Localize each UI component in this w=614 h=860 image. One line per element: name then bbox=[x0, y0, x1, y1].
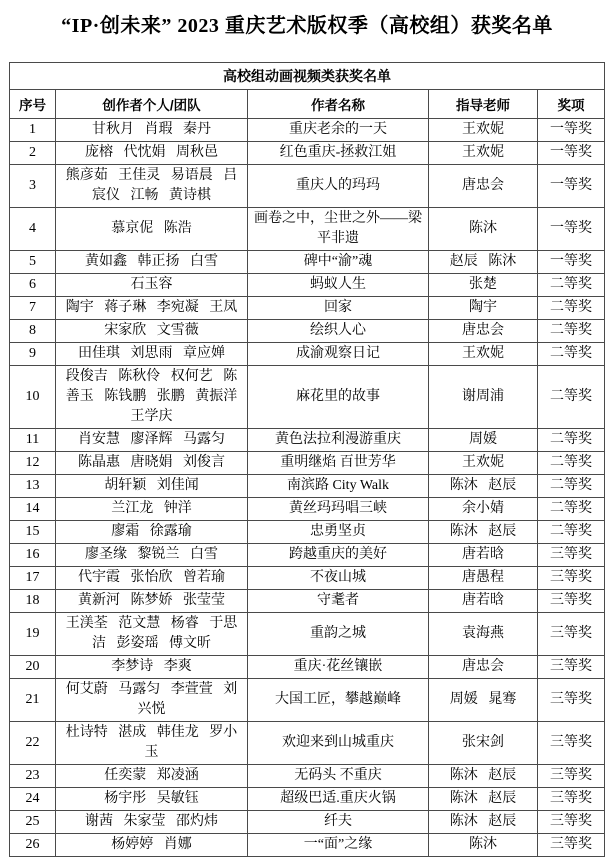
teacher-cell: 唐愚程 bbox=[428, 567, 537, 590]
work-title-cell: 纤夫 bbox=[247, 811, 428, 834]
row-number-cell: 10 bbox=[9, 366, 55, 429]
col-header-work: 作者名称 bbox=[247, 90, 428, 119]
awards-table bbox=[9, 62, 605, 857]
work-title-cell: 重明继焰 百世芳华 bbox=[247, 452, 428, 475]
award-cell: 二等奖 bbox=[537, 366, 604, 429]
teacher-cell: 唐忠会 bbox=[428, 320, 537, 343]
teacher-cell: 陈沐 bbox=[428, 834, 537, 857]
teacher-cell: 陈沐 赵辰 bbox=[428, 475, 537, 498]
award-cell: 三等奖 bbox=[537, 679, 604, 722]
work-title-cell: 黄丝玛玛唱三峡 bbox=[247, 498, 428, 521]
row-number-cell: 12 bbox=[9, 452, 55, 475]
row-number-cell: 17 bbox=[9, 567, 55, 590]
work-title-cell: 超级巴适.重庆火锅 bbox=[247, 788, 428, 811]
table-row bbox=[9, 498, 604, 521]
creators-cell: 杨婷婷 肖娜 bbox=[55, 834, 247, 857]
award-cell: 三等奖 bbox=[537, 613, 604, 656]
award-cell: 二等奖 bbox=[537, 498, 604, 521]
work-title-cell: 重庆人的玛玛 bbox=[247, 165, 428, 208]
creators-cell: 段俊吉 陈秋伶 权何艺 陈善玉 陈钱鹏 张鹏 黄振洋 王学庆 bbox=[55, 366, 247, 429]
table-row bbox=[9, 590, 604, 613]
award-cell: 三等奖 bbox=[537, 544, 604, 567]
table-row bbox=[9, 765, 604, 788]
row-number-cell: 13 bbox=[9, 475, 55, 498]
award-cell: 一等奖 bbox=[537, 119, 604, 142]
creators-cell: 陈晶惠 唐晓娟 刘俊言 bbox=[55, 452, 247, 475]
award-cell: 三等奖 bbox=[537, 590, 604, 613]
teacher-cell: 周媛 晁骞 bbox=[428, 679, 537, 722]
creators-cell: 庞榕 代忱娟 周秋邑 bbox=[55, 142, 247, 165]
work-title-cell: 大国工匠，攀越巅峰 bbox=[247, 679, 428, 722]
work-title-cell: 碑中“渝”魂 bbox=[247, 251, 428, 274]
table-row bbox=[9, 343, 604, 366]
teacher-cell: 王欢妮 bbox=[428, 343, 537, 366]
teacher-cell: 陈沐 赵辰 bbox=[428, 811, 537, 834]
table-row bbox=[9, 142, 604, 165]
column-header-row bbox=[9, 90, 604, 119]
teacher-cell: 陈沐 赵辰 bbox=[428, 765, 537, 788]
row-number-cell: 20 bbox=[9, 656, 55, 679]
work-title-cell: 成渝观察日记 bbox=[247, 343, 428, 366]
table-row bbox=[9, 656, 604, 679]
award-cell: 二等奖 bbox=[537, 429, 604, 452]
teacher-cell: 赵辰 陈沐 bbox=[428, 251, 537, 274]
table-row bbox=[9, 165, 604, 208]
work-title-cell: 麻花里的故事 bbox=[247, 366, 428, 429]
row-number-cell: 24 bbox=[9, 788, 55, 811]
award-cell: 二等奖 bbox=[537, 452, 604, 475]
row-number-cell: 2 bbox=[9, 142, 55, 165]
awards-table-body bbox=[9, 119, 604, 857]
col-header-no: 序号 bbox=[9, 90, 55, 119]
creators-cell: 甘秋月 肖瑕 秦丹 bbox=[55, 119, 247, 142]
award-cell: 二等奖 bbox=[537, 320, 604, 343]
creators-cell: 杜诗特 湛成 韩佳龙 罗小玉 bbox=[55, 722, 247, 765]
award-cell: 三等奖 bbox=[537, 765, 604, 788]
work-title-cell: 跨越重庆的美好 bbox=[247, 544, 428, 567]
work-title-cell: 不夜山城 bbox=[247, 567, 428, 590]
page-title: “IP·创未来” 2023 重庆艺术版权季（高校组）获奖名单 bbox=[61, 15, 553, 37]
row-number-cell: 9 bbox=[9, 343, 55, 366]
award-cell: 三等奖 bbox=[537, 834, 604, 857]
work-title-cell: 守耄者 bbox=[247, 590, 428, 613]
col-header-award: 奖项 bbox=[537, 90, 604, 119]
teacher-cell: 唐若晗 bbox=[428, 590, 537, 613]
table-caption: 高校组动画视频类获奖名单 bbox=[9, 63, 604, 90]
table-row bbox=[9, 613, 604, 656]
row-number-cell: 3 bbox=[9, 165, 55, 208]
creators-cell: 陶宇 蒋子琳 李宛凝 王凤 bbox=[55, 297, 247, 320]
table-row bbox=[9, 521, 604, 544]
creators-cell: 黄新河 陈梦娇 张莹莹 bbox=[55, 590, 247, 613]
row-number-cell: 26 bbox=[9, 834, 55, 857]
row-number-cell: 4 bbox=[9, 208, 55, 251]
award-cell: 一等奖 bbox=[537, 208, 604, 251]
teacher-cell: 王欢妮 bbox=[428, 142, 537, 165]
row-number-cell: 22 bbox=[9, 722, 55, 765]
row-number-cell: 18 bbox=[9, 590, 55, 613]
table-row bbox=[9, 679, 604, 722]
table-row bbox=[9, 811, 604, 834]
table-row bbox=[9, 567, 604, 590]
creators-cell: 何艾蔚 马露匀 李萱萱 刘兴悦 bbox=[55, 679, 247, 722]
award-cell: 二等奖 bbox=[537, 521, 604, 544]
col-header-creators: 创作者个人/团队 bbox=[55, 90, 247, 119]
table-caption-row bbox=[9, 63, 604, 90]
row-number-cell: 14 bbox=[9, 498, 55, 521]
work-title-cell: 回家 bbox=[247, 297, 428, 320]
table-row bbox=[9, 788, 604, 811]
table-row bbox=[9, 320, 604, 343]
teacher-cell: 张楚 bbox=[428, 274, 537, 297]
creators-cell: 廖霜 徐露瑜 bbox=[55, 521, 247, 544]
award-cell: 三等奖 bbox=[537, 656, 604, 679]
award-cell: 三等奖 bbox=[537, 788, 604, 811]
teacher-cell: 周媛 bbox=[428, 429, 537, 452]
work-title-cell: 无码头 不重庆 bbox=[247, 765, 428, 788]
award-cell: 三等奖 bbox=[537, 811, 604, 834]
award-cell: 二等奖 bbox=[537, 475, 604, 498]
row-number-cell: 1 bbox=[9, 119, 55, 142]
table-row bbox=[9, 119, 604, 142]
creators-cell: 杨宇彤 吴敏钰 bbox=[55, 788, 247, 811]
work-title-cell: 绘织人心 bbox=[247, 320, 428, 343]
award-cell: 二等奖 bbox=[537, 297, 604, 320]
work-title-cell: 黄色法拉利漫游重庆 bbox=[247, 429, 428, 452]
work-title-cell: 蚂蚁人生 bbox=[247, 274, 428, 297]
creators-cell: 宋家欣 文雪薇 bbox=[55, 320, 247, 343]
table-row bbox=[9, 544, 604, 567]
creators-cell: 王渼荃 范文慧 杨睿 于思洁 彭姿瑶 傅文昕 bbox=[55, 613, 247, 656]
table-row bbox=[9, 208, 604, 251]
row-number-cell: 23 bbox=[9, 765, 55, 788]
teacher-cell: 陈沐 赵辰 bbox=[428, 788, 537, 811]
creators-cell: 田佳琪 刘思雨 章应婵 bbox=[55, 343, 247, 366]
teacher-cell: 张宋剑 bbox=[428, 722, 537, 765]
teacher-cell: 唐若晗 bbox=[428, 544, 537, 567]
award-cell: 二等奖 bbox=[537, 343, 604, 366]
award-cell: 二等奖 bbox=[537, 274, 604, 297]
work-title-cell: 一“面”之缘 bbox=[247, 834, 428, 857]
table-row bbox=[9, 722, 604, 765]
creators-cell: 石玉容 bbox=[55, 274, 247, 297]
teacher-cell: 王欢妮 bbox=[428, 452, 537, 475]
table-row bbox=[9, 274, 604, 297]
creators-cell: 谢茜 朱家莹 邵灼炜 bbox=[55, 811, 247, 834]
creators-cell: 代宇霞 张怡欣 曾若瑜 bbox=[55, 567, 247, 590]
award-cell: 一等奖 bbox=[537, 165, 604, 208]
row-number-cell: 7 bbox=[9, 297, 55, 320]
row-number-cell: 8 bbox=[9, 320, 55, 343]
award-cell: 三等奖 bbox=[537, 567, 604, 590]
col-header-teacher: 指导老师 bbox=[428, 90, 537, 119]
row-number-cell: 15 bbox=[9, 521, 55, 544]
work-title-cell: 重韵之城 bbox=[247, 613, 428, 656]
award-cell: 三等奖 bbox=[537, 722, 604, 765]
table-row bbox=[9, 297, 604, 320]
table-row bbox=[9, 251, 604, 274]
creators-cell: 廖圣缘 黎锐兰 白雪 bbox=[55, 544, 247, 567]
creators-cell: 兰江龙 钟洋 bbox=[55, 498, 247, 521]
row-number-cell: 6 bbox=[9, 274, 55, 297]
table-row bbox=[9, 834, 604, 857]
teacher-cell: 唐忠会 bbox=[428, 656, 537, 679]
creators-cell: 慕京伲 陈浩 bbox=[55, 208, 247, 251]
table-row bbox=[9, 429, 604, 452]
work-title-cell: 画卷之中，尘世之外——梁平非遗 bbox=[247, 208, 428, 251]
teacher-cell: 谢周浦 bbox=[428, 366, 537, 429]
row-number-cell: 11 bbox=[9, 429, 55, 452]
work-title-cell: 红色重庆-拯救江姐 bbox=[247, 142, 428, 165]
work-title-cell: 重庆·花丝镶嵌 bbox=[247, 656, 428, 679]
creators-cell: 熊彦茹 王佳灵 易语晨 吕宸仪 江畅 黄诗棋 bbox=[55, 165, 247, 208]
table-row bbox=[9, 452, 604, 475]
teacher-cell: 余小婧 bbox=[428, 498, 537, 521]
teacher-cell: 陶宇 bbox=[428, 297, 537, 320]
teacher-cell: 唐忠会 bbox=[428, 165, 537, 208]
row-number-cell: 5 bbox=[9, 251, 55, 274]
table-row bbox=[9, 475, 604, 498]
award-cell: 一等奖 bbox=[537, 142, 604, 165]
row-number-cell: 21 bbox=[9, 679, 55, 722]
creators-cell: 李梦诗 李爽 bbox=[55, 656, 247, 679]
work-title-cell: 南滨路 City Walk bbox=[247, 475, 428, 498]
work-title-cell: 忠勇坚贞 bbox=[247, 521, 428, 544]
creators-cell: 任奕蒙 郑凌涵 bbox=[55, 765, 247, 788]
creators-cell: 肖安慧 廖泽辉 马露匀 bbox=[55, 429, 247, 452]
creators-cell: 胡轩颖 刘佳闻 bbox=[55, 475, 247, 498]
teacher-cell: 王欢妮 bbox=[428, 119, 537, 142]
creators-cell: 黄如鑫 韩正扬 白雪 bbox=[55, 251, 247, 274]
work-title-cell: 重庆老余的一天 bbox=[247, 119, 428, 142]
work-title-cell: 欢迎来到山城重庆 bbox=[247, 722, 428, 765]
teacher-cell: 陈沐 bbox=[428, 208, 537, 251]
teacher-cell: 袁海燕 bbox=[428, 613, 537, 656]
row-number-cell: 19 bbox=[9, 613, 55, 656]
table-row bbox=[9, 366, 604, 429]
row-number-cell: 16 bbox=[9, 544, 55, 567]
teacher-cell: 陈沐 赵辰 bbox=[428, 521, 537, 544]
award-cell: 一等奖 bbox=[537, 251, 604, 274]
row-number-cell: 25 bbox=[9, 811, 55, 834]
